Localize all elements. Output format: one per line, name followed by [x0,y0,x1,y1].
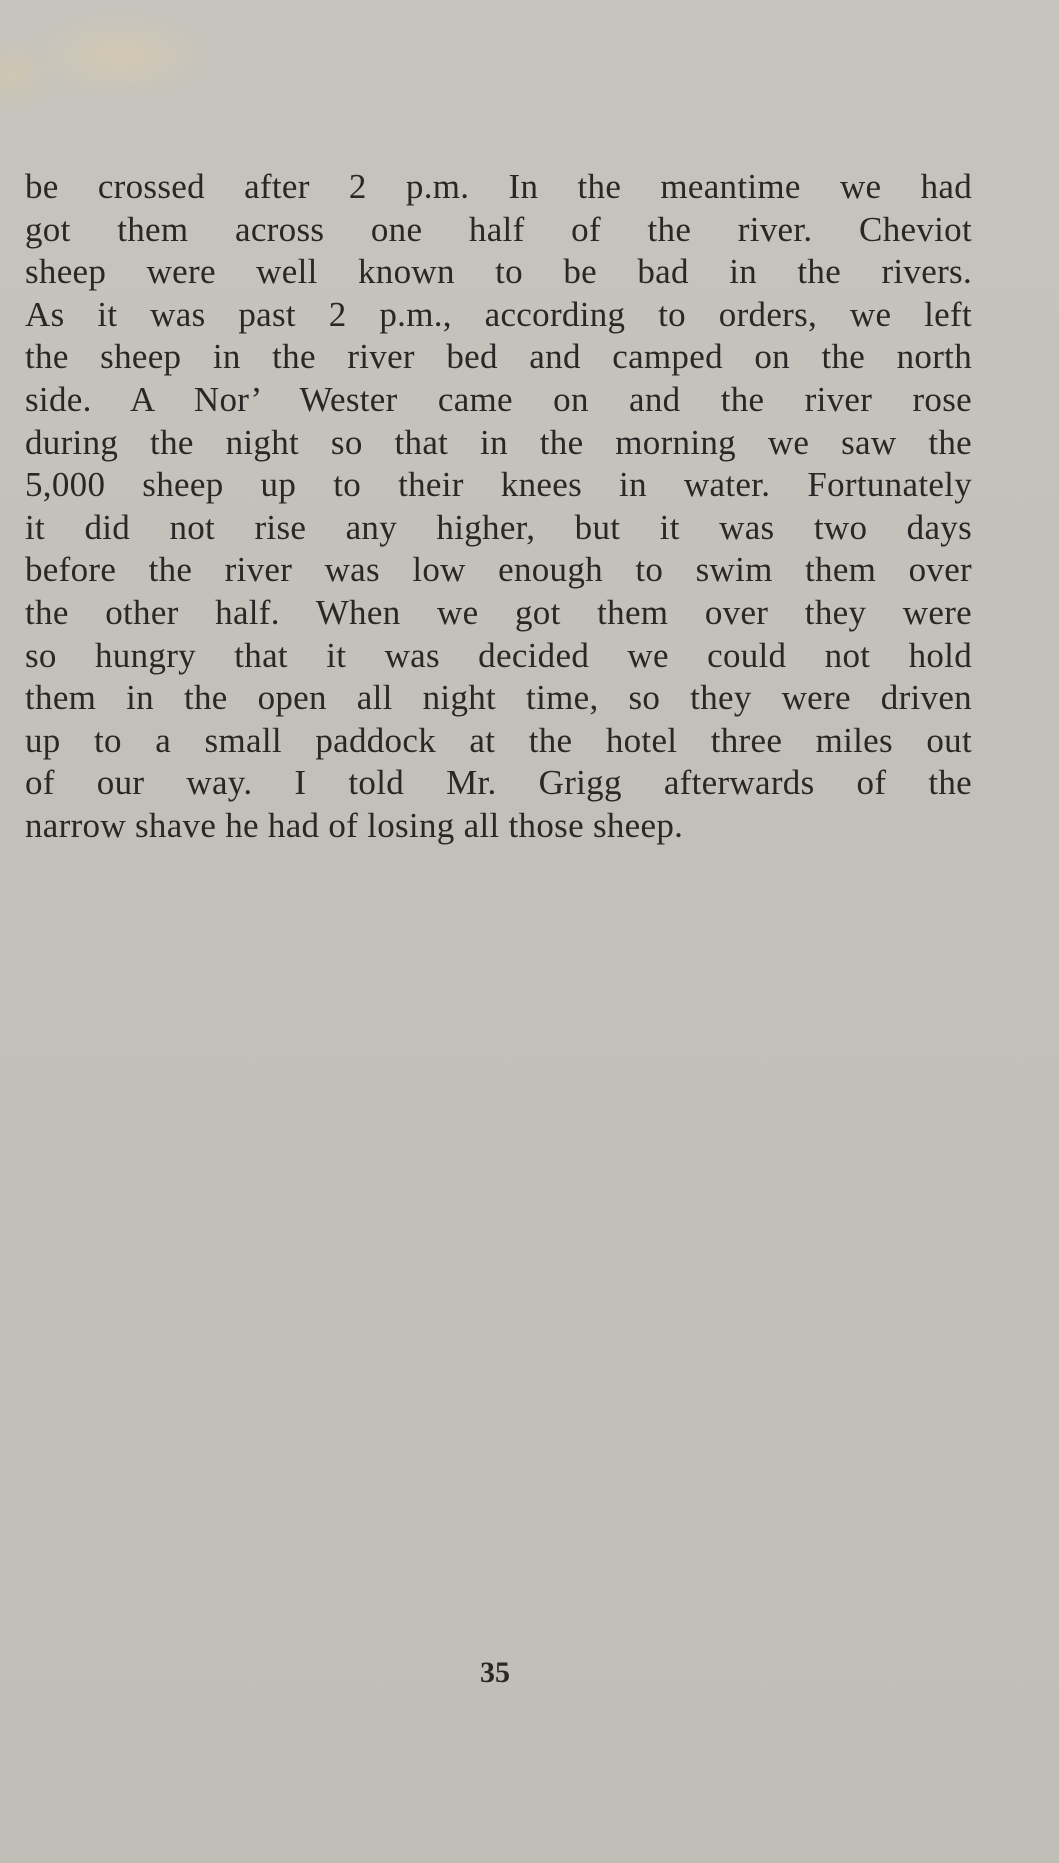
text-line: 5,000 sheep up to their knees in water. Fortunately [25,465,972,505]
text-line: side. A Nor’ Wester came on and the river rose [25,379,972,419]
text-line: the sheep in the river bed and camped on the north [25,337,972,377]
text-line: got them across one half of the river. Cheviot [25,209,972,249]
page-number: 35 [480,1656,510,1689]
text-line: so hungry that it was decided we could not hold [25,635,972,675]
text-line: As it was past 2 p.m., according to orders, we left [25,294,972,334]
body-paragraph [25,166,972,848]
text-line: before the river was low enough to swim them over [25,550,972,590]
text-line: it did not rise any higher, but it was two days [25,507,972,547]
text-line: during the night so that in the morning we saw the [25,422,972,462]
text-line: the other half. When we got them over they were [25,592,972,632]
text-line: up to a small paddock at the hotel three miles out [25,720,972,760]
text-line: narrow shave he had of losing all those sheep. [25,805,684,845]
text-line: be crossed after 2 p.m. In the meantime we had [25,167,972,206]
text-line: sheep were well known to be bad in the rivers. [25,252,972,292]
text-line: them in the open all night time, so they were driven [25,678,972,718]
text-line: of our way. I told Mr. Grigg afterwards of the [25,763,972,803]
